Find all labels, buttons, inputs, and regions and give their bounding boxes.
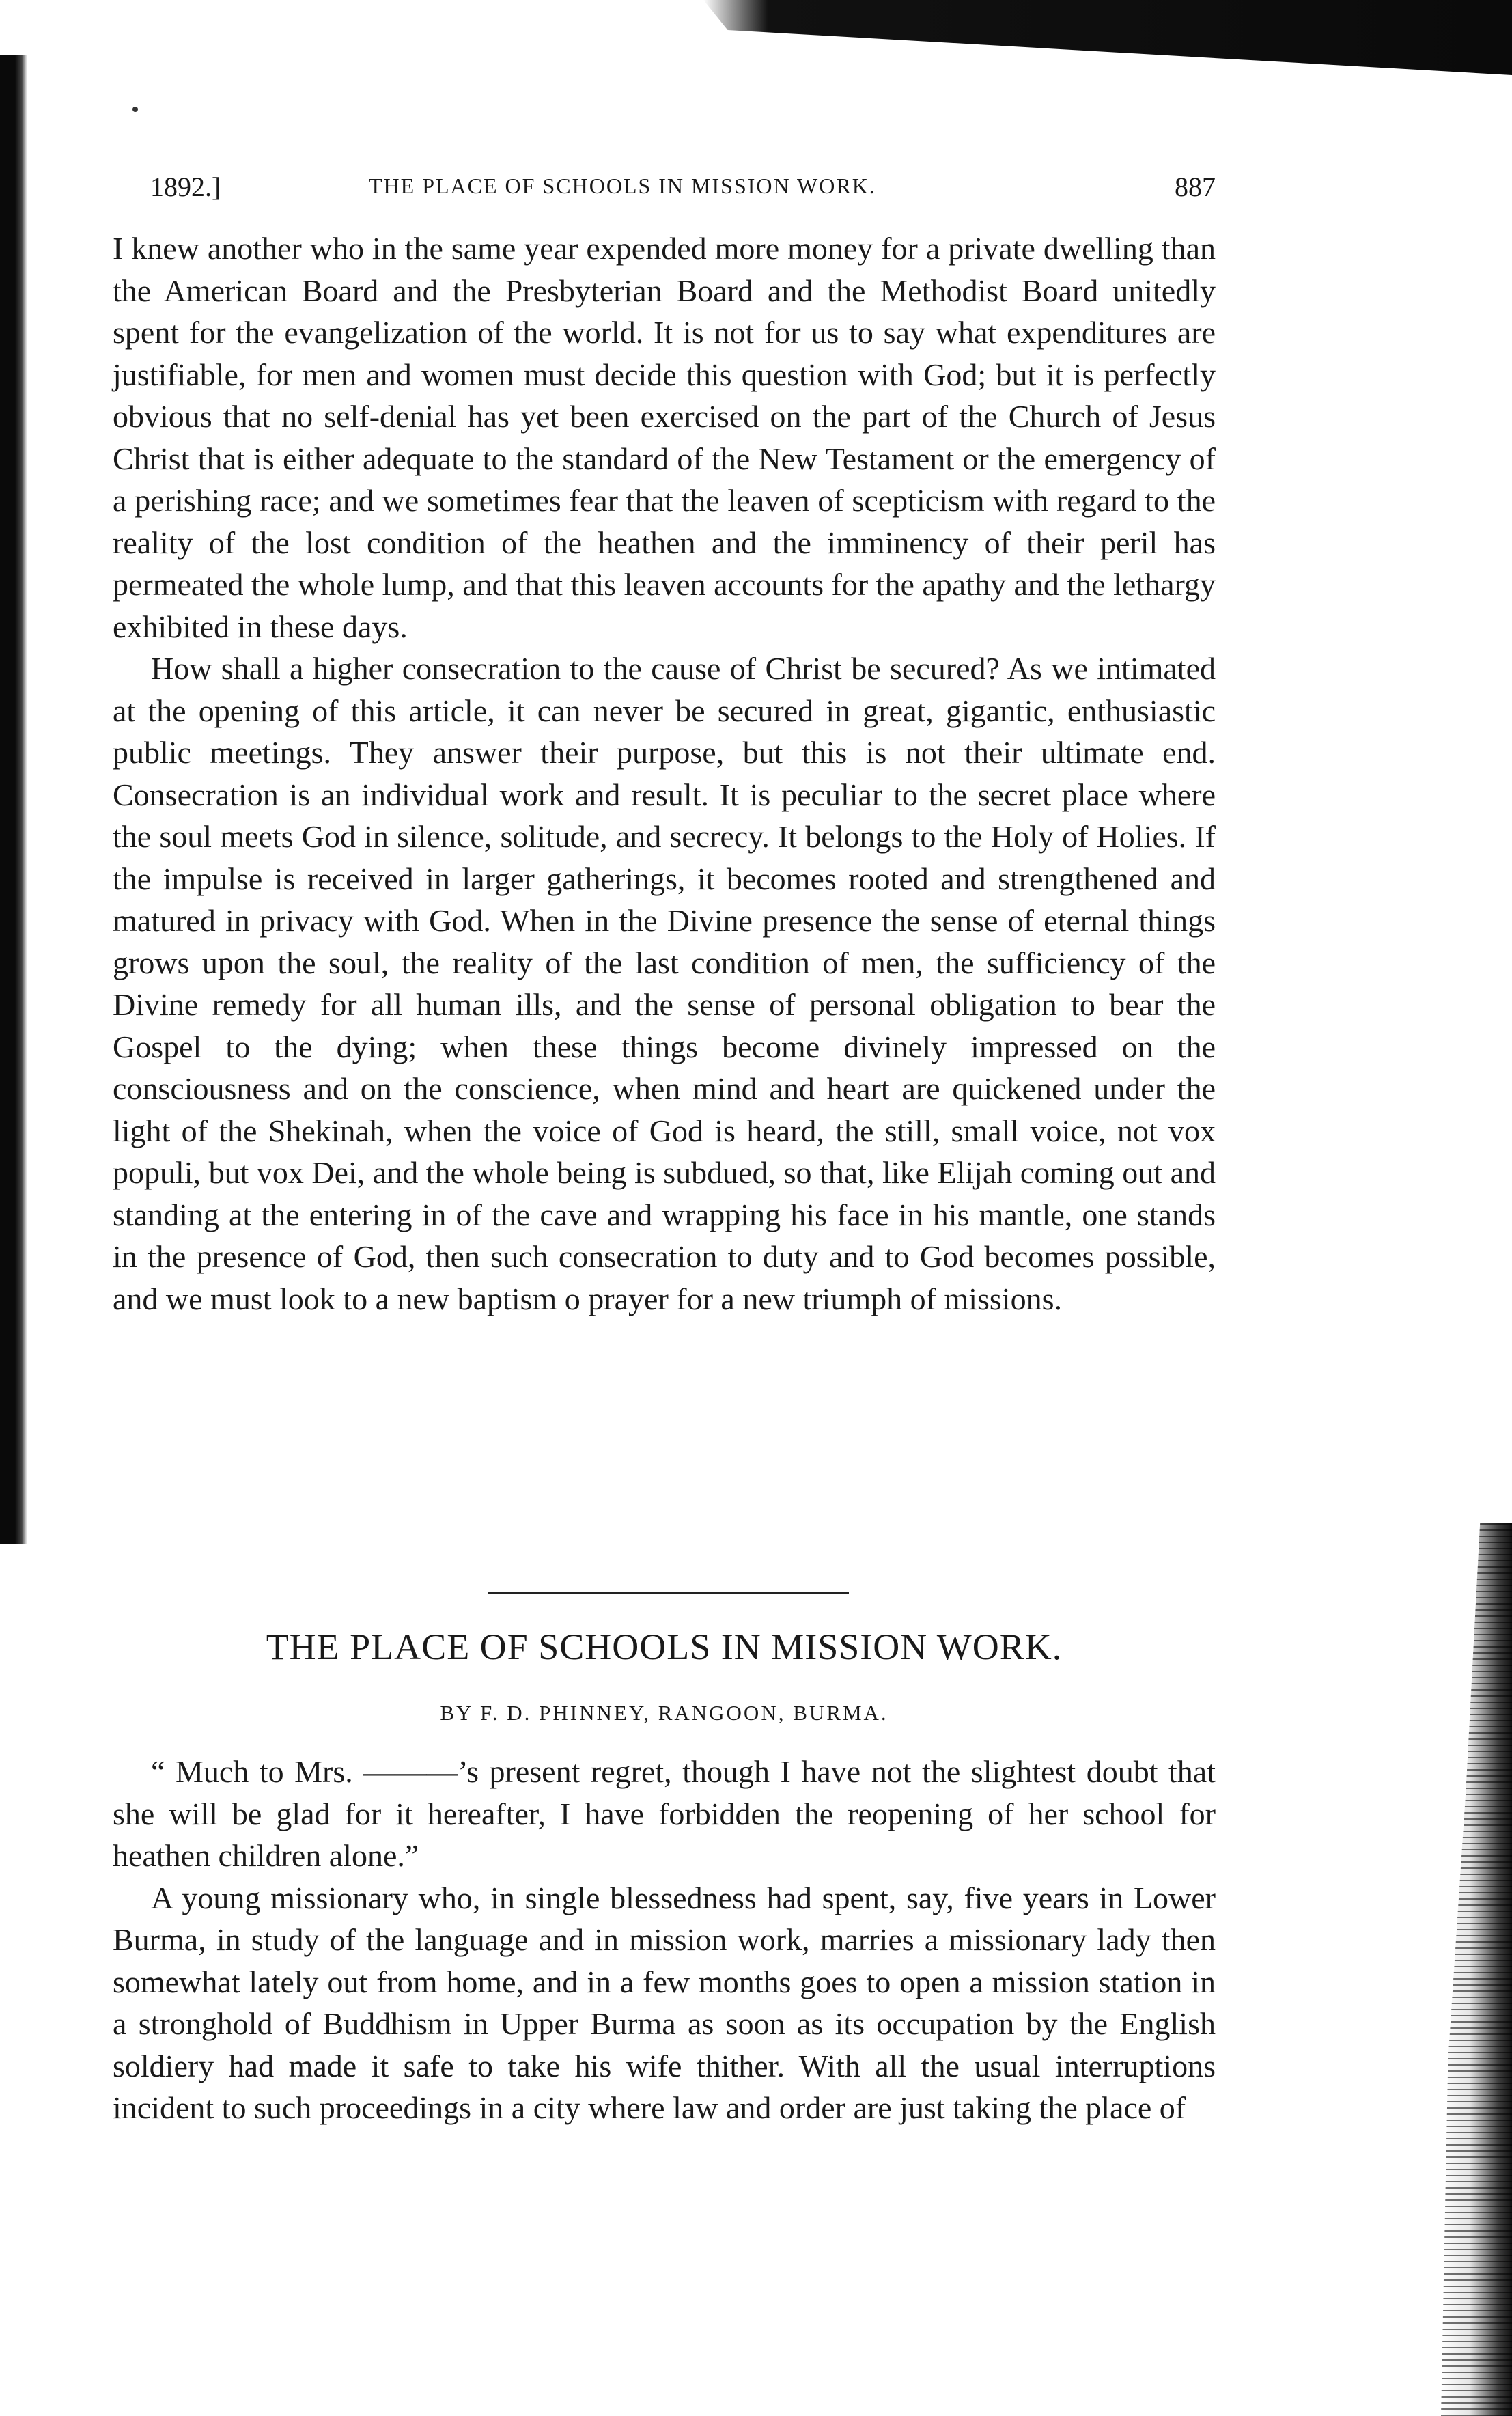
paragraph: I knew another who in the same year expended more money for a private dwelling than the American Board and the Presbyterian Board and the Methodist Board unitedly spent for the evangelization of the world. It is not for us to say what expenditures are justifiable, for men and women must decide this question with God; but it is perfectly obvious that no self-denial has yet been exercised on the part of the Church of Jesus Christ that is either adequate to the standard of the New Testament or the emergency of a perishing race; and we sometimes fear that the leaven of scepticism with regard to the reality of the lost condition of the heathen and the imminency of their peril has permeated the whole lump, and that this leaven accounts for the apathy and the lethargy exhibited in these days. bbox=[113, 231, 1216, 644]
scan-speck bbox=[132, 107, 138, 112]
page-number: 887 bbox=[1175, 171, 1216, 202]
paragraph: “ Much to Mrs. ———’s present regret, though I have not the slightest doubt that she will be glad for it hereafter, I have forbidden the reopening of her school for heathen children alone.” bbox=[113, 1754, 1216, 1873]
scan-shadow-left bbox=[0, 55, 27, 1544]
paragraph: A young missionary who, in single blessedness had spent, say, five years in Lower Burma, in study of the language and in mission work, marries a missionary lady then somewhat lately out from home, and in a few months goes to open a mission station in a stronghold of Buddhism in Upper Burma as soon as its occupation by the English soldiery had made it safe to take his wife thither. With all the usual interruptions incident to such proceedings in a city where law and order are just taking the place of bbox=[113, 1880, 1216, 2125]
header-running-title: THE PLACE OF SCHOOLS IN MISSION WORK. bbox=[369, 173, 876, 198]
paragraph: How shall a higher consecration to the cause of Christ be secured? As we intimated at the opening of this article, it can never be secured in great, gigantic, enthusiastic public meetings. They answer their purpose, but this is not their ultimate end. Consecration is an individual work and result. It is peculiar to the secret place where the soul meets God in silence, solitude, and secrecy. It belongs to the Holy of Holies. If the impulse is received in larger gatherings, it becomes rooted and strengthened and matured in privacy with God. When in the Divine presence the sense of eternal things grows upon the soul, the reality of the last condition of men, the sufficiency of the Divine remedy for all human ills, and the sense of personal obligation to bear the Gospel to the dying; when these things become divinely impressed on the consciousness and on the conscience, when mind and heart are quickened under the light of the Shekinah, when the voice of God is heard, the still, small voice, not vox populi, but vox Dei, and the whole being is subdued, so that, like Elijah coming out and standing at the entering in of the cave and wrapping his face in his mantle, one stands in the presence of God, then such consecration to duty and to God becomes possible, and we must look to a new baptism o prayer for a new triumph of missions. bbox=[113, 651, 1216, 1316]
article-byline: BY F. D. PHINNEY, RANGOON, BURMA. bbox=[440, 1701, 888, 1725]
article-body bbox=[113, 1751, 1216, 2129]
scan-shadow-right-edge bbox=[1441, 1523, 1512, 2416]
running-header bbox=[150, 171, 1216, 205]
header-year: 1892.] bbox=[150, 171, 221, 202]
article-title: THE PLACE OF SCHOOLS IN MISSION WORK. bbox=[266, 1626, 1063, 1667]
continued-article-text bbox=[113, 227, 1216, 1320]
section-divider bbox=[488, 1592, 849, 1594]
scan-shadow-top bbox=[703, 0, 1512, 75]
